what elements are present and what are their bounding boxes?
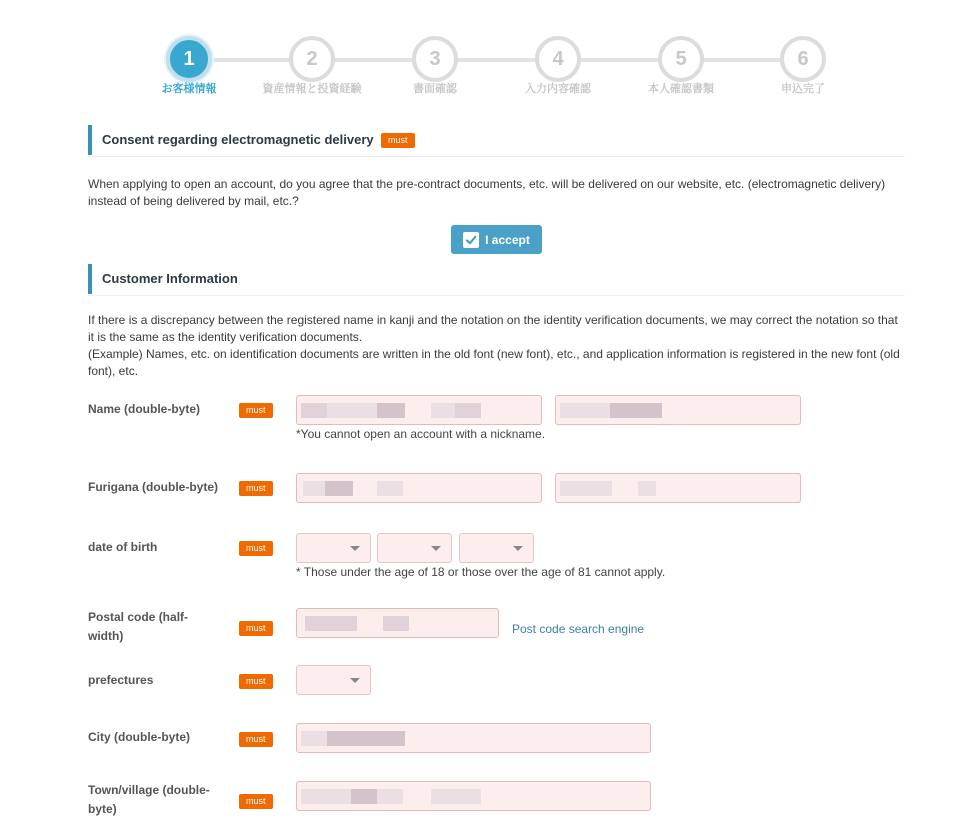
- dob-day-select[interactable]: [459, 533, 534, 563]
- redacted-text: [301, 789, 351, 804]
- city-label: City (double-byte): [88, 730, 190, 744]
- must-badge: must: [381, 133, 415, 148]
- name-label: Name (double-byte): [88, 402, 201, 416]
- name-note: *You cannot open an account with a nickname.: [296, 427, 546, 441]
- prefecture-select[interactable]: [296, 665, 371, 695]
- step-number: 3: [429, 47, 441, 70]
- must-badge: must: [239, 481, 273, 496]
- step-5: [658, 36, 704, 82]
- first-name-furigana-input[interactable]: [555, 473, 801, 503]
- redacted-text: [327, 403, 377, 418]
- step-number: 4: [552, 47, 564, 70]
- step-number: 2: [306, 47, 318, 70]
- step-number: 1: [183, 47, 195, 70]
- step-label-1: お客様情報: [161, 83, 217, 95]
- heading-accent-bar: [88, 264, 92, 294]
- postal-code-input[interactable]: [296, 608, 499, 638]
- customer-section-heading: [88, 264, 905, 296]
- accept-button-label: I accept: [485, 232, 530, 247]
- postal-label: Postal code (half-width): [88, 610, 189, 643]
- customer-heading-title: Customer Information: [102, 271, 238, 286]
- step-1: [166, 36, 212, 82]
- step-label-3: 書面確認: [413, 83, 457, 95]
- redacted-text: [301, 403, 327, 418]
- redacted-text: [377, 789, 403, 804]
- chevron-down-icon: [431, 546, 441, 551]
- town-label: Town/village (double-byte): [88, 783, 210, 816]
- step-number: 6: [797, 47, 809, 70]
- consent-question: When applying to open an account, do you agree that the pre-contract documents, etc. will be delivered on our website, etc. (electromagnetic delivery) instead of being delivered by mail, etc.?: [88, 177, 886, 208]
- checkbox-checked-icon: [463, 232, 479, 248]
- must-badge: must: [239, 403, 273, 418]
- heading-accent-bar: [88, 125, 92, 155]
- step-label-6: 申込完了: [781, 83, 825, 95]
- redacted-text: [377, 481, 403, 496]
- prefecture-label: prefectures: [88, 673, 154, 687]
- redacted-text: [431, 789, 481, 804]
- customer-notice-1: If there is a discrepancy between the registered name in kanji and the notation on the identity verification documents, we may correct the notation so that it is the same as the identity verification documents.: [88, 313, 898, 344]
- redacted-text: [610, 403, 662, 418]
- must-badge: must: [239, 621, 273, 636]
- consent-section-heading: [88, 125, 905, 157]
- town-input[interactable]: [296, 781, 651, 811]
- furigana-label: Furigana (double-byte): [88, 480, 218, 494]
- redacted-text: [351, 789, 377, 804]
- chevron-down-icon: [513, 546, 523, 551]
- step-number: 5: [675, 47, 687, 70]
- redacted-text: [301, 731, 327, 746]
- step-label-4: 入力内容確認: [525, 83, 591, 95]
- redacted-text: [327, 731, 405, 746]
- step-label-2: 資産情報と投資経験: [262, 83, 362, 95]
- redacted-text: [431, 403, 455, 418]
- must-badge: must: [239, 541, 273, 556]
- chevron-down-icon: [350, 678, 360, 683]
- consent-heading-title: Consent regarding electromagnetic delivery: [102, 132, 374, 147]
- dob-label: date of birth: [88, 540, 158, 554]
- step-2: [289, 36, 335, 82]
- city-input[interactable]: [296, 723, 651, 753]
- chevron-down-icon: [350, 546, 360, 551]
- step-label-5: 本人確認書類: [648, 83, 714, 95]
- must-badge: must: [239, 674, 273, 689]
- redacted-text: [377, 403, 405, 418]
- accept-button[interactable]: [451, 225, 542, 254]
- redacted-text: [560, 403, 610, 418]
- must-badge: must: [239, 794, 273, 809]
- last-name-furigana-input[interactable]: [296, 473, 542, 503]
- redacted-text: [560, 481, 612, 496]
- redacted-text: [305, 616, 357, 631]
- postcode-search-link[interactable]: Post code search engine: [512, 622, 645, 636]
- step-4: [535, 36, 581, 82]
- redacted-text: [455, 403, 481, 418]
- must-badge: must: [239, 732, 273, 747]
- redacted-text: [303, 481, 325, 496]
- customer-notice: [88, 312, 903, 380]
- first-name-input[interactable]: [555, 395, 801, 425]
- customer-notice-2: (Example) Names, etc. on identification documents are written in the old font (new font), etc., and application information is registered in the new font (old font), etc.: [88, 347, 900, 378]
- redacted-text: [638, 481, 656, 496]
- redacted-text: [383, 616, 409, 631]
- dob-note: * Those under the age of 18 or those over the age of 81 cannot apply.: [296, 565, 666, 579]
- last-name-input[interactable]: [296, 395, 542, 425]
- step-6: [780, 36, 826, 82]
- step-3: [412, 36, 458, 82]
- dob-year-select[interactable]: [296, 533, 371, 563]
- redacted-text: [325, 481, 353, 496]
- dob-month-select[interactable]: [377, 533, 452, 563]
